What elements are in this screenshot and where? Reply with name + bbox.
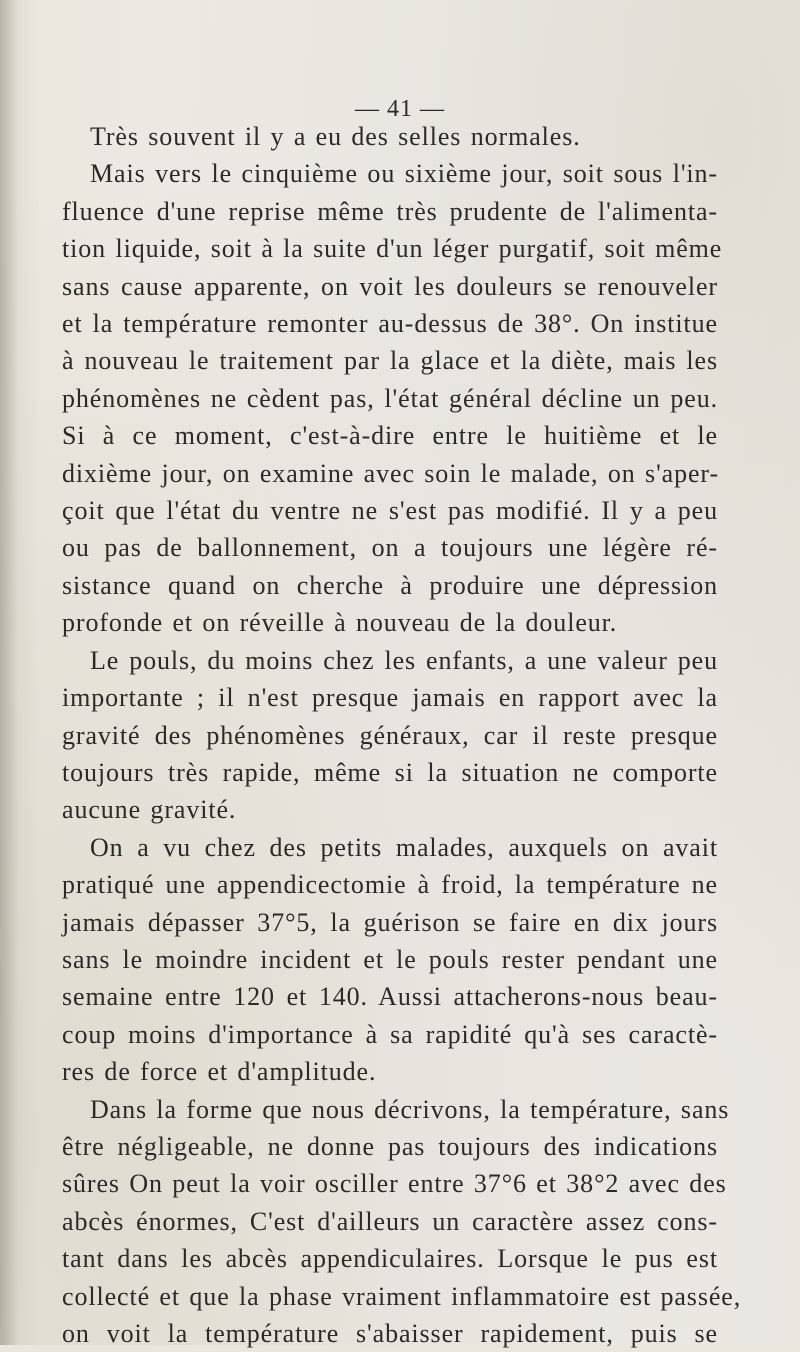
text-line: et la température remonter au-dessus de 38°. On institue bbox=[62, 309, 718, 339]
text-line: profonde et on réveille à nouveau de la douleur. bbox=[62, 608, 618, 638]
page-number: — 41 — bbox=[355, 96, 445, 122]
text-line: tion liquide, soit à la suite d'un léger purgatif, soit même bbox=[62, 234, 723, 264]
text-line: ou pas de ballonnement, on a toujours une légère ré- bbox=[62, 533, 718, 563]
text-line: tant dans les abcès appendiculaires. Lorsque le pus est bbox=[62, 1244, 718, 1274]
text-line: sistance quand on cherche à produire une dépression bbox=[62, 570, 718, 600]
text-line: res de force et d'amplitude. bbox=[62, 1057, 377, 1087]
text-line: jamais dépasser 37°5, la guérison se faire en dix jours bbox=[62, 907, 718, 937]
text-line: Le pouls, du moins chez les enfants, a une valeur peu bbox=[90, 645, 718, 675]
text-line: Si à ce moment, c'est-à-dire entre le huitième et le bbox=[62, 421, 718, 451]
text-line: Dans la forme que nous décrivons, la température, sans bbox=[90, 1094, 730, 1124]
text-line: gravité des phénomènes généraux, car il reste presque bbox=[62, 720, 718, 750]
text-line: Très souvent il y a eu des selles normales. bbox=[90, 122, 581, 151]
text-line: semaine entre 120 et 140. Aussi attacherons-nous beau- bbox=[62, 982, 718, 1012]
text-line: aucune gravité. bbox=[62, 795, 237, 825]
text-line: dixième jour, on examine avec soin le malade, on s'aper- bbox=[62, 458, 720, 488]
text-line: çoit que l'état du ventre ne s'est pas modifié. Il y a peu bbox=[62, 496, 718, 526]
text-line: être négligeable, ne donne pas toujours des indications bbox=[62, 1131, 718, 1161]
text-line: abcès énormes, C'est d'ailleurs un caractère assez cons- bbox=[62, 1206, 718, 1236]
text-line: On a vu chez des petits malades, auxquels on avait bbox=[90, 832, 718, 862]
text-line: collecté et que la phase vraiment inflammatoire est passée, bbox=[62, 1281, 742, 1311]
text-line: à nouveau le traitement par la glace et la diète, mais les bbox=[62, 346, 718, 376]
text-line: toujours très rapide, même si la situation ne comporte bbox=[62, 757, 718, 787]
text-line: phénomènes ne cèdent pas, l'état général décline un peu. bbox=[62, 383, 718, 413]
text-line: Mais vers le cinquième ou sixième jour, soit sous l'in- bbox=[90, 159, 718, 189]
text-line: fluence d'une reprise même très prudente de l'alimenta- bbox=[62, 196, 718, 226]
text-line: sans le moindre incident et le pouls rester pendant une bbox=[62, 944, 718, 974]
text-line: on voit la température s'abaisser rapidement, puis se bbox=[62, 1319, 718, 1348]
page-binding-shadow bbox=[0, 0, 18, 1345]
text-line: pratiqué une appendicectomie à froid, la température ne bbox=[62, 870, 718, 900]
text-line: sans cause apparente, on voit les douleurs se renouveler bbox=[62, 271, 718, 301]
text-line: importante ; il n'est presque jamais en rapport avec la bbox=[62, 683, 718, 713]
body-text bbox=[62, 118, 742, 1352]
text-line: coup moins d'importance à sa rapidité qu'à ses caractè- bbox=[62, 1019, 718, 1049]
text-line: sûres On peut la voir osciller entre 37°6 et 38°2 avec des bbox=[62, 1169, 727, 1199]
